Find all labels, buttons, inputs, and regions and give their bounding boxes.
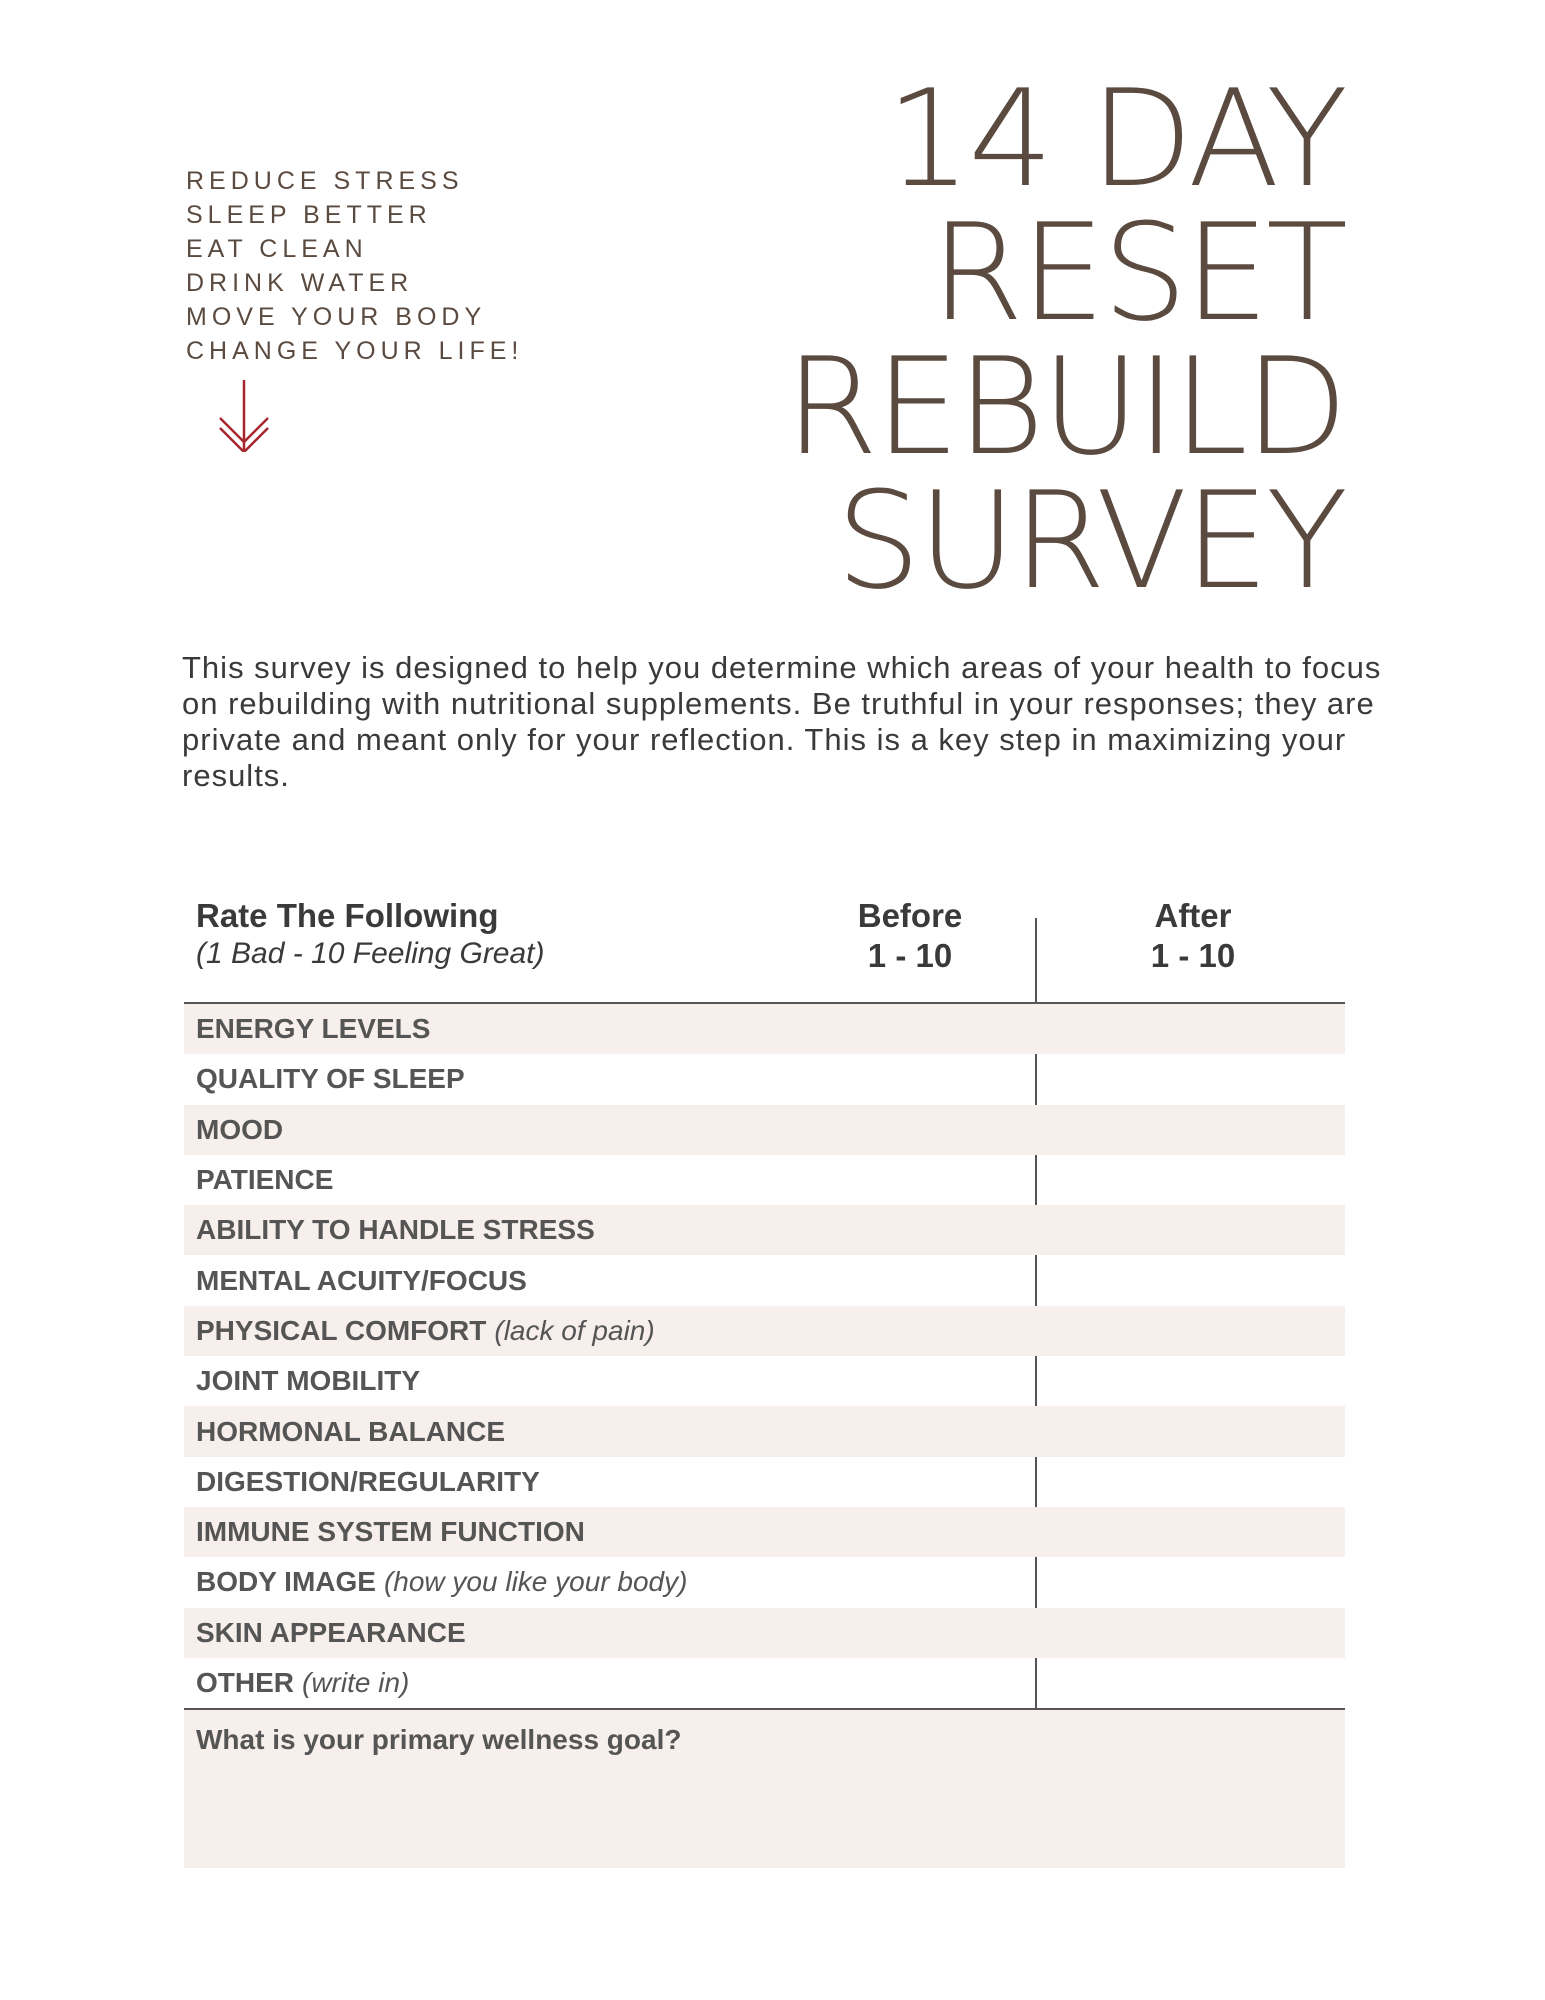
table-row[interactable] (184, 1004, 1345, 1054)
table-row[interactable] (184, 1507, 1345, 1557)
rate-header (196, 896, 545, 972)
table-row[interactable] (184, 1406, 1345, 1456)
row-label: DIGESTION/REGULARITY (196, 1465, 540, 1497)
table-row[interactable] (184, 1557, 1345, 1607)
wellness-goal-question: What is your primary wellness goal? (196, 1724, 682, 1755)
intro-paragraph: This survey is designed to help you determine which areas of your health to focus on rebuilding with nutritional supplements. Be truthful in your responses; they are private and meant only for your reflection. This is a key step in maximizing your results. (182, 650, 1382, 793)
table-row[interactable] (184, 1054, 1345, 1104)
title-line: SURVEY (835, 463, 1345, 619)
before-range: 1 - 10 (867, 937, 953, 974)
tagline-item: MOVE YOUR BODY (186, 303, 487, 331)
table-row[interactable] (184, 1155, 1345, 1205)
double-chevron-down-arrow-icon (216, 380, 272, 452)
table-row[interactable] (184, 1105, 1345, 1155)
rate-header-label: Rate The Following (196, 897, 499, 934)
row-label: QUALITY OF SLEEP (196, 1063, 465, 1095)
row-label: MENTAL ACUITY/FOCUS (196, 1264, 527, 1296)
row-note: (how you like your body) (383, 1566, 688, 1598)
before-label: Before (857, 897, 963, 934)
table-row[interactable] (184, 1306, 1345, 1356)
tagline-item: CHANGE YOUR LIFE! (186, 337, 524, 365)
table-row[interactable] (184, 1356, 1345, 1406)
row-label: SKIN APPEARANCE (196, 1616, 466, 1648)
rate-header-scale: (1 Bad - 10 Feeling Great) (196, 937, 545, 970)
page-title (785, 61, 1345, 619)
before-column-header (800, 896, 1020, 976)
row-label: PHYSICAL COMFORT (196, 1314, 487, 1346)
tagline-item: EAT CLEAN (186, 235, 368, 263)
table-row[interactable] (184, 1457, 1345, 1507)
row-label: JOINT MOBILITY (196, 1365, 420, 1397)
row-note: (lack of pain) (494, 1314, 655, 1346)
after-column-header (1083, 896, 1303, 976)
row-label: PATIENCE (196, 1164, 334, 1196)
after-range: 1 - 10 (1150, 937, 1236, 974)
after-label: After (1154, 897, 1232, 934)
tagline-item: DRINK WATER (186, 269, 414, 297)
table-row[interactable] (184, 1608, 1345, 1658)
table-row[interactable] (184, 1658, 1345, 1708)
row-label: OTHER (196, 1667, 294, 1698)
title-line: RESET (930, 195, 1345, 351)
title-line: REBUILD (785, 329, 1345, 485)
tagline-item: SLEEP BETTER (186, 201, 432, 229)
row-label: BODY IMAGE (196, 1566, 376, 1598)
row-label: ENERGY LEVELS (196, 1013, 431, 1045)
row-label: HORMONAL BALANCE (196, 1415, 506, 1447)
survey-table (184, 1004, 1345, 1708)
table-row[interactable] (184, 1255, 1345, 1305)
wellness-goal-field[interactable] (184, 1710, 1345, 1868)
row-label: MOOD (196, 1113, 284, 1145)
table-row[interactable] (184, 1205, 1345, 1255)
row-note: (write in) (302, 1667, 410, 1698)
row-label: IMMUNE SYSTEM FUNCTION (196, 1516, 585, 1548)
row-label: ABILITY TO HANDLE STRESS (196, 1214, 595, 1246)
title-line: 14 DAY (885, 61, 1345, 217)
tagline-list (186, 164, 523, 368)
tagline-item: REDUCE STRESS (186, 167, 464, 195)
